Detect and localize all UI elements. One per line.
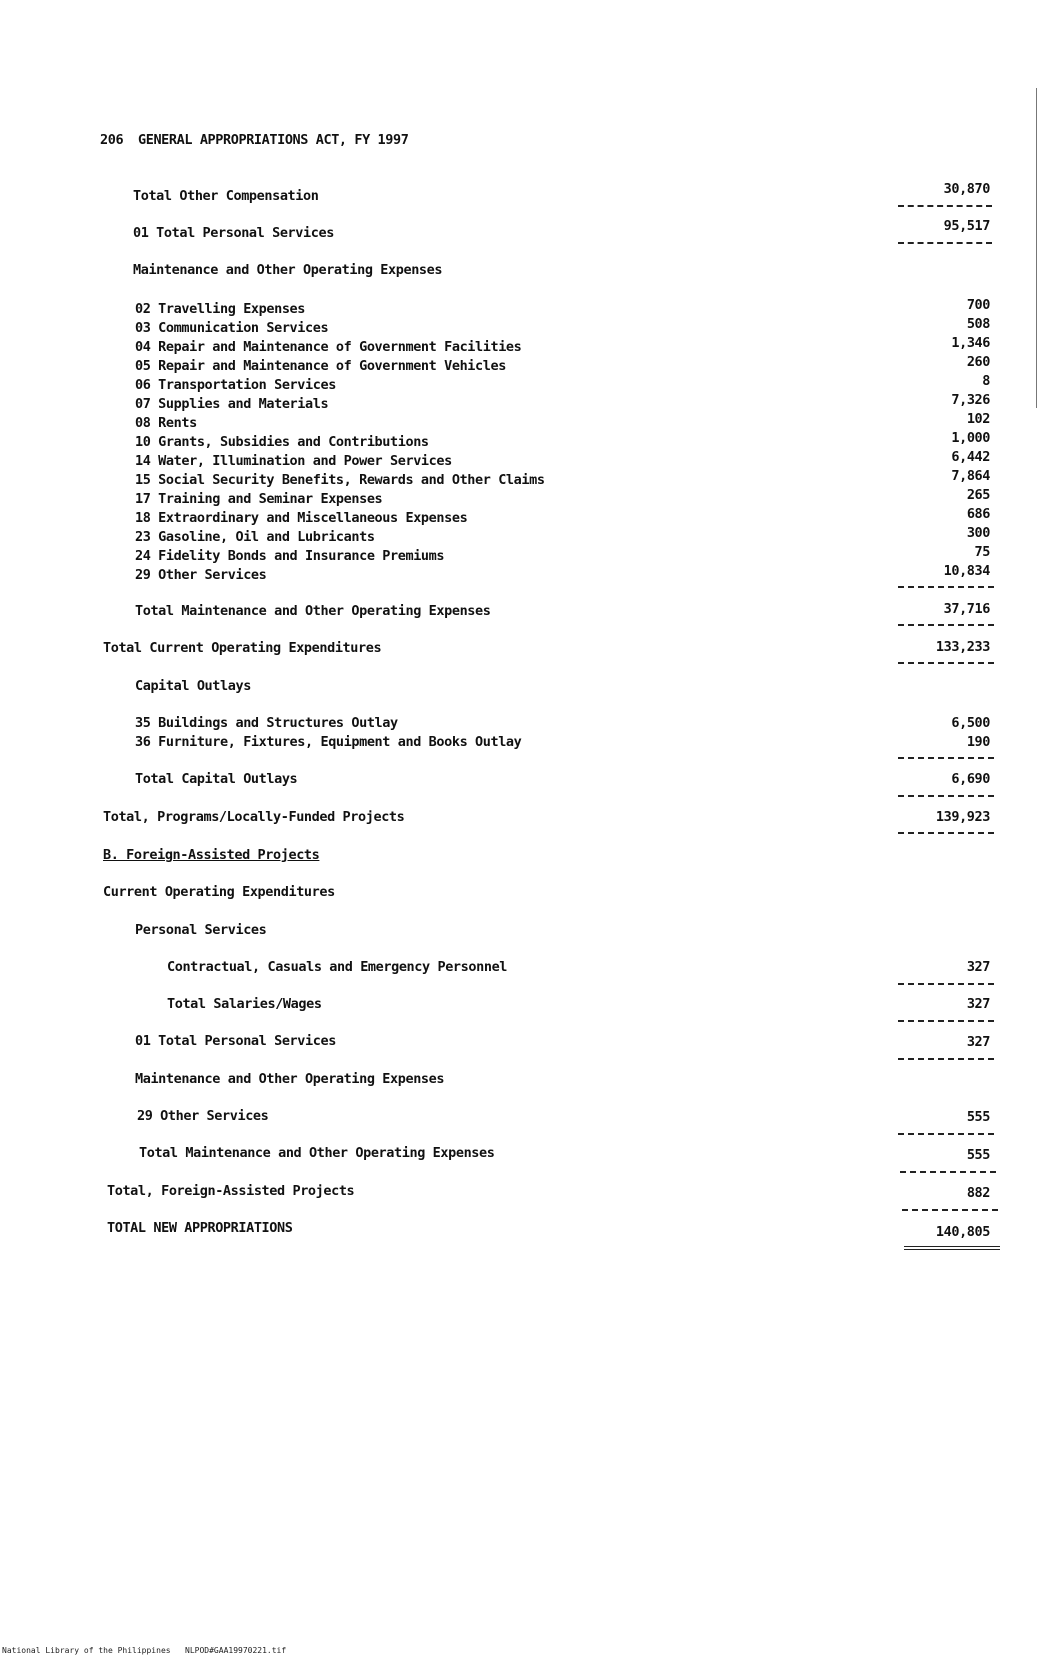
total-rule [898,832,994,834]
line-label: 36 Furniture, Fixtures, Equipment and Books Outlay [135,734,522,750]
line-label: 29 Other Services [137,1108,269,1124]
line-label: 23 Gasoline, Oil and Lubricants [135,529,375,545]
line-label: 03 Communication Services [135,320,329,336]
line-value: 260 [966,354,990,370]
total-rule [902,1209,998,1211]
line-value: 139,923 [935,809,990,825]
line-label: 01 Total Personal Services [133,225,334,241]
section-heading: Personal Services [135,922,267,938]
line-value: 95,517 [943,218,990,234]
line-label: 01 Total Personal Services [135,1033,336,1049]
line-value: 265 [966,487,990,503]
section-heading: Capital Outlays [135,678,251,694]
line-value: 1,000 [951,430,990,446]
line-label: Total, Foreign-Assisted Projects [107,1183,355,1199]
line-value: 327 [966,1034,990,1050]
page-number: 206 [100,132,124,148]
total-rule [898,1133,994,1135]
line-value: 6,442 [951,449,990,465]
line-label: 18 Extraordinary and Miscellaneous Expenses [135,510,468,526]
footer-library: National Library of the Philippines [2,1646,171,1655]
line-value: 1,346 [951,335,990,351]
total-rule [898,1020,994,1022]
line-value: 300 [966,525,990,541]
total-rule [898,983,994,985]
line-value: 508 [966,316,990,332]
section-heading: Current Operating Expenditures [103,884,335,900]
line-value: 686 [966,506,990,522]
line-value: 75 [974,544,990,560]
total-rule [898,757,994,759]
line-label: 17 Training and Seminar Expenses [135,491,383,507]
line-value: 327 [966,996,990,1012]
line-value: 7,326 [951,392,990,408]
line-label: 10 Grants, Subsidies and Contributions [135,434,429,450]
section-heading: Maintenance and Other Operating Expenses [133,262,443,278]
line-label: 04 Repair and Maintenance of Government Facilities [135,339,522,355]
scan-footer [2,1646,286,1655]
total-rule [898,205,992,207]
line-label: 02 Travelling Expenses [135,301,306,317]
line-label: Total Maintenance and Other Operating Expenses [139,1145,495,1161]
line-label: TOTAL NEW APPROPRIATIONS [107,1220,293,1236]
line-label: Total Salaries/Wages [167,996,322,1012]
line-label: 14 Water, Illumination and Power Services [135,453,452,469]
line-label: Total Capital Outlays [135,771,298,787]
line-value: 555 [966,1147,990,1163]
line-value: 7,864 [951,468,990,484]
line-value: 102 [966,411,990,427]
footer-filename: NLPOD#GAA19970221.tif [185,1646,287,1655]
total-rule [898,624,994,626]
page-title: GENERAL APPROPRIATIONS ACT, FY 1997 [138,132,409,148]
line-value: 30,870 [943,181,990,197]
line-value: 700 [966,297,990,313]
total-rule [898,1058,994,1060]
line-label: 06 Transportation Services [135,377,336,393]
line-label: 35 Buildings and Structures Outlay [135,715,398,731]
line-label: Total Current Operating Expenditures [103,640,382,656]
grand-total-double-rule [904,1246,1000,1250]
line-value: 555 [966,1109,990,1125]
line-label: 07 Supplies and Materials [135,396,329,412]
line-label: Total, Programs/Locally-Funded Projects [103,809,405,825]
line-label: Total Other Compensation [133,188,319,204]
line-label: 24 Fidelity Bonds and Insurance Premiums [135,548,445,564]
line-value: 133,233 [935,639,990,655]
line-label: Total Maintenance and Other Operating Expenses [135,603,491,619]
line-value: 190 [966,734,990,750]
line-value: 327 [966,959,990,975]
line-value: 8 [982,373,990,389]
line-value: 6,690 [951,771,990,787]
total-rule [898,586,994,588]
total-rule [898,242,992,244]
line-label: 15 Social Security Benefits, Rewards and Other Claims [135,472,545,488]
line-label: 05 Repair and Maintenance of Government Vehicles [135,358,506,374]
line-value: 6,500 [951,715,990,731]
line-value: 882 [966,1185,990,1201]
total-rule [898,662,994,664]
scan-edge-line [1036,88,1037,408]
total-rule [898,795,994,797]
line-value: 37,716 [943,601,990,617]
line-label: Contractual, Casuals and Emergency Personnel [167,959,508,975]
line-value: 140,805 [935,1224,990,1240]
line-label: 29 Other Services [135,567,267,583]
line-value: 10,834 [943,563,990,579]
section-heading: B. Foreign-Assisted Projects [103,847,320,863]
section-heading: Maintenance and Other Operating Expenses [135,1071,445,1087]
total-rule [900,1171,996,1173]
line-label: 08 Rents [135,415,197,431]
